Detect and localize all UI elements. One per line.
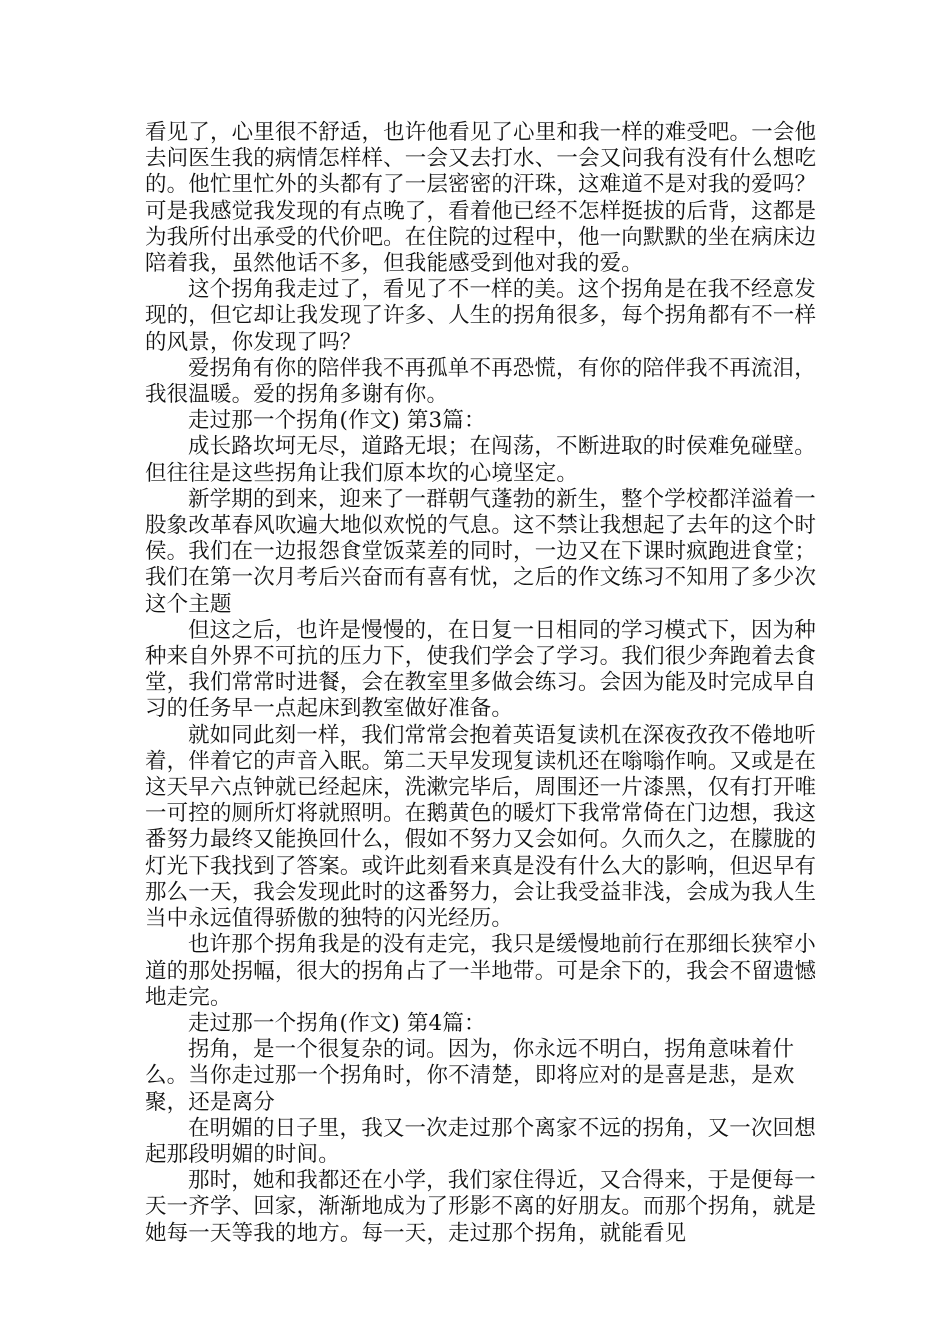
section-heading: 走过那一个拐角(作文) 第3篇：	[188, 408, 486, 434]
section-heading: 走过那一个拐角(作文) 第4篇：	[188, 1010, 486, 1036]
paragraph: 也许那个拐角我是的没有走完，我只是缓慢地前行在那细长狭窄小道的那处拐幅，很大的拐角占了一半地带。可是余下的，我会不留遗憾地走完。	[145, 932, 817, 1010]
paragraph: 成长路坎坷无尽，道路无垠；在闯荡，不断进取的时侯难免碰壁。但往往是这些拐角让我们原本坎的心境坚定。	[145, 434, 816, 486]
paragraph: 拐角，是一个很复杂的词。因为，你永远不明白，拐角意味着什么。当你走过那一个拐角时，你不清楚，即将应对的是喜是悲，是欢聚，还是离分	[145, 1037, 795, 1115]
document-page	[145, 120, 817, 1247]
paragraph: 就如同此刻一样，我们常常会抱着英语复读机在深夜孜孜不倦地听着，伴着它的声音入眠。第二天早发现复读机还在嗡嗡作响。又或是在这天早六点钟就已经起床，洗漱完毕后，周围还一片漆黑，仅有打开唯一可控的厕所灯将就照明。在鹅黄色的暖灯下我常常倚在门边想，我这番努力最终又能换回什么，假如不努力又会如何。久而久之，在朦胧的灯光下我找到了答案。或许此刻看来真是没有什么大的影响，但迟早有那么一天，我会发现此时的这番努力，会让我受益非浅，会成为我人生当中永远值得骄傲的独特的闪光经历。	[145, 722, 817, 932]
paragraph: 这个拐角我走过了，看见了不一样的美。这个拐角是在我不经意发现的，但它却让我发现了许多、人生的拐角很多，每个拐角都有不一样的风景，你发现了吗？	[145, 277, 817, 355]
paragraph: 在明媚的日子里，我又一次走过那个离家不远的拐角，又一次回想起那段明媚的时间。	[145, 1115, 816, 1167]
paragraph: 新学期的到来，迎来了一群朝气蓬勃的新生，整个学校都洋溢着一股象改革春风吹遍大地似欢悦的气息。这不禁让我想起了去年的这个时侯。我们在一边报怨食堂饭菜差的同时，一边又在下课时疯跑进食堂；我们在第一次月考后兴奋而有喜有忧，之后的作文练习不知用了多少次这个主题	[145, 486, 817, 617]
paragraph: 但这之后，也许是慢慢的，在日复一日相同的学习模式下，因为种种来自外界不可抗的压力下，使我们学会了学习。我们很少奔跑着去食堂，我们常常时进餐，会在教室里多做会练习。会因为能及时完成早自习的任务早一点起床到教室做好准备。	[145, 617, 817, 722]
paragraph: 看见了，心里很不舒适，也许他看见了心里和我一样的难受吧。一会他去问医生我的病情怎样样、一会又去打水、一会又问我有没有什么想吃的。他忙里忙外的头都有了一层密密的汗珠，这难道不是对我的爱吗？可是我感觉我发现的有点晚了，看着他已经不怎样挺拔的后背，这都是为我所付出承受的代价吧。在住院的过程中，他一向默默的坐在病床边陪着我，虽然他话不多，但我能感受到他对我的爱。	[145, 120, 817, 277]
paragraph: 爱拐角有你的陪伴我不再孤单不再恐慌，有你的陪伴我不再流泪，我很温暖。爱的拐角多谢有你。	[145, 355, 816, 408]
paragraph: 那时，她和我都还在小学，我们家住得近，又合得来，于是便每一天一齐学、回家，渐渐地成为了形影不离的好朋友。而那个拐角，就是她每一天等我的地方。每一天，走过那个拐角，就能看见	[145, 1168, 817, 1246]
